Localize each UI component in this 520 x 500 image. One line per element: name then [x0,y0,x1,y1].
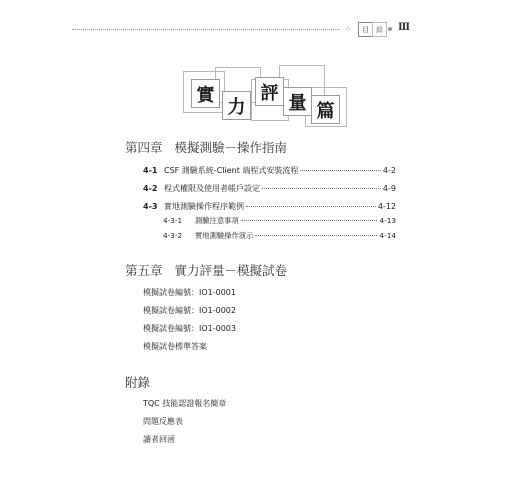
toc-subentry[interactable] [163,231,396,241]
page-number: III [398,22,410,33]
chapter-title: 模擬測驗－操作指南 [174,140,288,155]
toc-entry[interactable] [143,183,396,194]
list-item[interactable]: 問題反應表 [143,417,183,426]
toc-entry[interactable] [143,165,396,176]
toc-leader [255,235,377,236]
toc-subentry-title: 實地測驗操作演示 [195,231,254,240]
title-char-4: 量 [283,87,312,116]
toc-leader [246,206,376,207]
header-dots-decoration: ⁘ [344,25,353,35]
toc-entry-title: 實地測驗操作程序範例 [164,202,244,211]
section-title-art [175,65,355,135]
toc-entry-title: CSF 測驗系統-Client 端程式安裝流程 [164,166,299,175]
toc-leader [241,220,378,221]
title-char-2: 力 [222,91,251,120]
header-rule [72,29,340,30]
toc-subentry-page: 4-13 [379,216,396,225]
header-box-2: 錄 [372,22,387,37]
appendix-heading: 附錄 [125,375,151,390]
list-item[interactable]: 模擬試卷編號：IO1-0003 [143,324,236,333]
title-char-1: 實 [191,79,220,108]
toc-entry-number: 4-3 [143,202,158,211]
header-bullet [388,27,392,31]
chapter-title: 實力評量－模擬試卷 [174,263,288,278]
list-item[interactable]: 模擬試卷編號：IO1-0001 [143,288,236,297]
toc-entry-page: 4-12 [377,202,396,211]
toc-entry-page: 4-2 [382,166,396,175]
list-item[interactable]: TQC 技能認證報名簡章 [143,399,227,408]
chapter-label: 第五章 [125,263,163,278]
toc-subentry-number: 4-3-2 [163,231,183,240]
toc-subentry-page: 4-14 [379,231,396,240]
toc-entry-title: 程式權限及使用者帳戶設定 [164,184,260,193]
toc-leader [300,170,381,171]
list-item[interactable]: 模擬試卷編號：IO1-0002 [143,306,236,315]
list-item[interactable]: 讀者回函 [143,435,175,444]
title-char-3: 評 [255,77,284,106]
toc-entry[interactable] [143,201,396,212]
toc-subentry[interactable] [163,216,396,226]
list-item[interactable]: 模擬試卷標準答案 [143,342,207,351]
toc-entry-number: 4-2 [143,184,158,193]
toc-leader [262,188,381,189]
toc-subentry-number: 4-3-1 [163,216,183,225]
toc-subentry-title: 測驗注意事項 [195,216,239,225]
header-box-1: 目 [358,22,373,37]
title-char-5: 篇 [311,95,340,124]
toc-entry-number: 4-1 [143,166,158,175]
chapter-label: 第四章 [125,140,163,155]
chapter-heading [125,261,287,279]
chapter-heading [125,138,287,156]
toc-entry-page: 4-9 [382,184,396,193]
